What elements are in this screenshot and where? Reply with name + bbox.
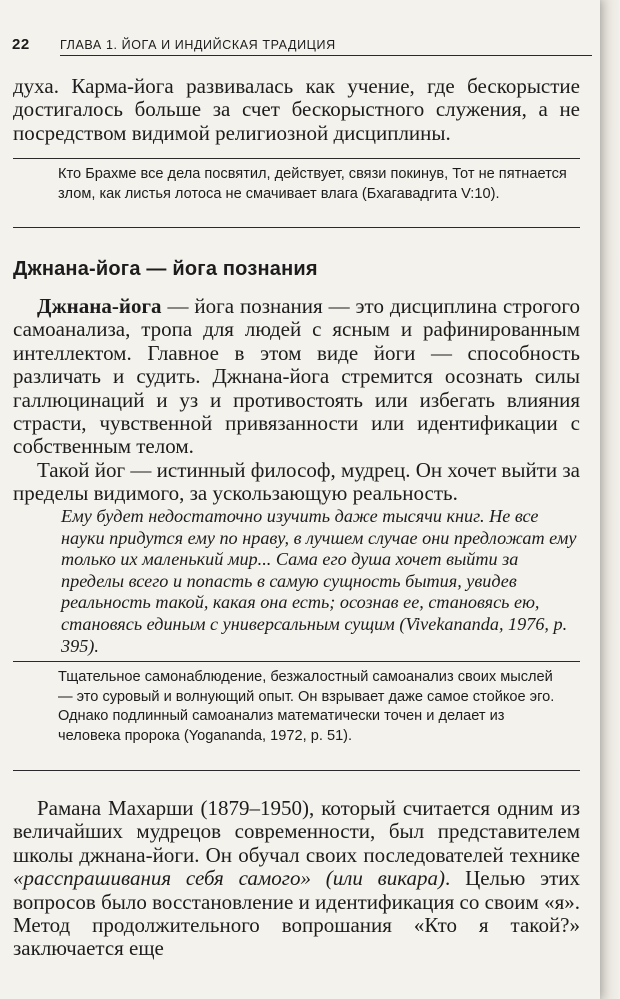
page-number: 22: [12, 36, 30, 53]
header-rule: [60, 55, 592, 56]
vivekananda-quote: Ему будет недостаточно изучить даже тысячи книг. Не все науки придутся ему по нраву, в лучшем случае они предложат ему только их маленький мир... Сама его душа хочет выйти за пределы всего и попасть в самую сущность бытия, увидев реальность такой, какая она есть; осознав ее, становясь ею, становясь единым с универсальным сущим (Vivekananda, 1976, p. 395).: [61, 506, 577, 656]
paragraph-philosopher: Такой йог — истинный философ, мудрец. Он хочет выйти за пределы видимого, за ускользающую реальность.: [13, 458, 580, 506]
chapter-title: ГЛАВА 1. ЙОГА И ИНДИЙСКАЯ ТРАДИЦИЯ: [60, 38, 336, 52]
quote-box-text: Тщательное самонаблюдение, безжалостный самоанализ своих мыслей — это суровый и волнующий опыт. Он взрывает даже самое стойкое эго. Однако подлинный самоанализ математически точен и делает из человека пророка (Yogananda, 1972, p. 51).: [58, 669, 555, 744]
quote-box-text: Кто Брахме все дела посвятил, действует, связи покинув, Тот не пятнается злом, как листья лотоса не смачивает влага (Бхагавадгита V:10).: [58, 166, 567, 202]
running-header: [12, 36, 592, 60]
section-heading: Джнана-йога — йога познания: [13, 258, 318, 280]
quote-box-bhagavad-gita: [13, 158, 580, 228]
paragraph-jnana-yoga: [13, 295, 580, 459]
paragraph-text: — йога познания — это дисциплина строгого самоанализа, тропа для людей с ясным и рафинированным интеллектом. Главное в этом виде йоги — способность различать и судить. Джнана-йога стремится осознать силы галлюцинаций и уз и противостоять или избегать влияния страсти, чувственной привязанности или идентификации с собственным телом.: [13, 294, 580, 459]
paragraph-ramana-maharshi: [13, 797, 580, 961]
paragraph-text: . Целью этих вопросов было восстановление и идентификация со своим «я». Метод продолжительного вопрошания «Кто я такой?» заключается еще: [13, 866, 580, 961]
bold-term: Джнана-йога: [37, 294, 162, 318]
emphasis-text: «расспрашивания себя самого» (или викара): [13, 866, 446, 891]
intro-paragraph: духа. Карма-йога развивалась как учение, где бескорыстие достигалось больше за счет бескорыстного служения, а не посредством видимой религиозной дисциплины.: [13, 74, 580, 145]
paragraph-text: Рамана Махарши (1879–1950), который считается одним из величайших мудрецов современности, был представителем школы джнана-йоги. Он обучал своих последователей технике: [13, 796, 580, 867]
quote-box-yogananda: [13, 661, 580, 771]
